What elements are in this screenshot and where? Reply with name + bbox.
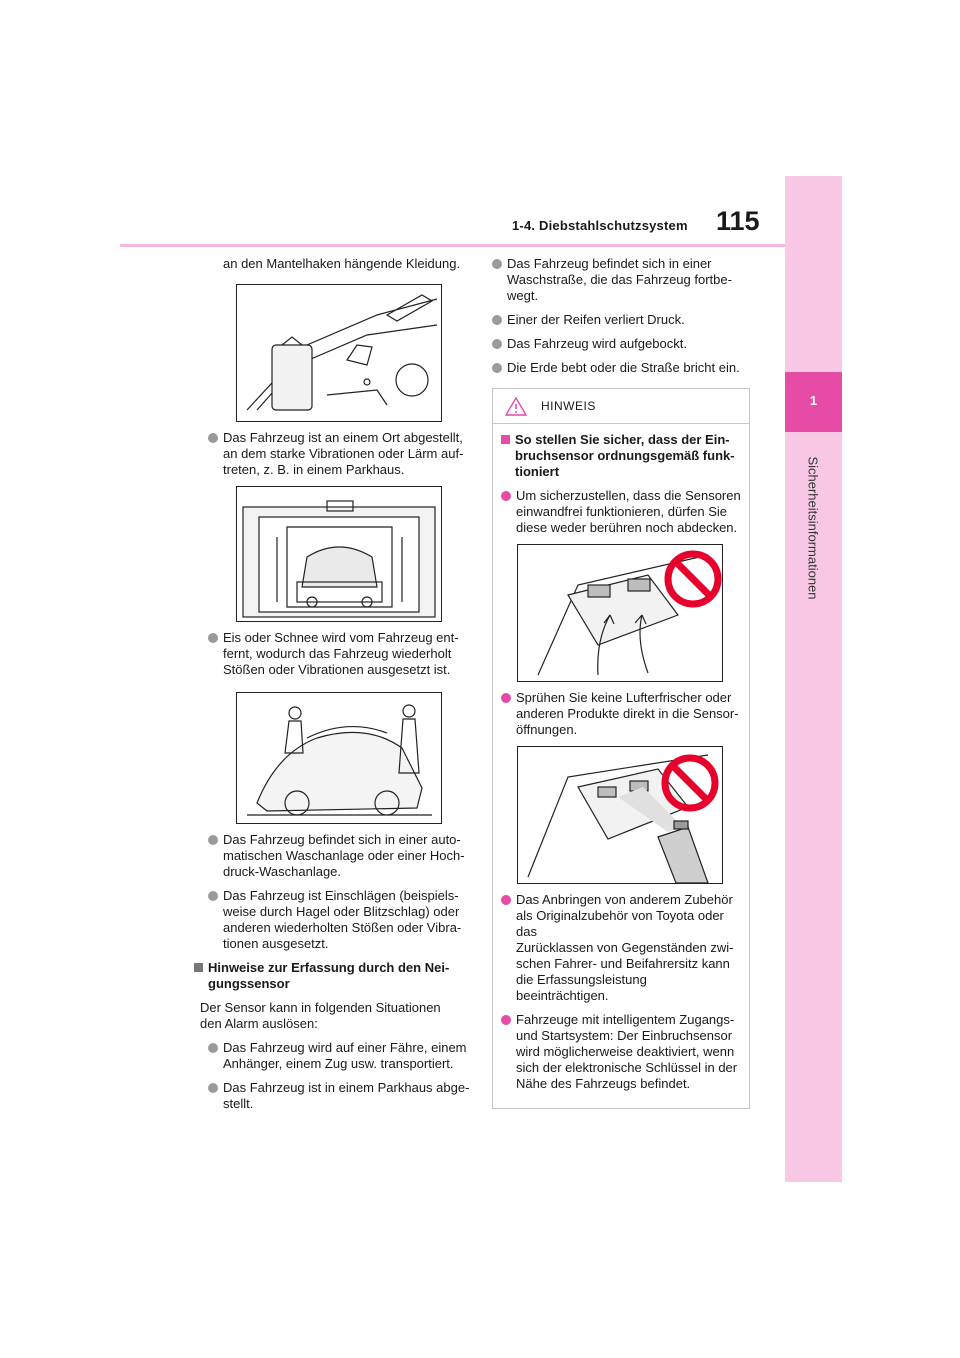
illustration-sensor-no-touch (517, 544, 723, 682)
line: matischen Waschanlage oder einer Hoch- (223, 848, 465, 863)
line: Eis oder Schnee wird vom Fahrzeug ent- (223, 630, 459, 645)
header-rule (120, 244, 785, 247)
line: Das Anbringen von anderem Zubehör (516, 892, 733, 907)
left-column (200, 256, 470, 1120)
line: Nähe des Fahrzeugs befindet. (516, 1076, 691, 1091)
line: tioniert (515, 464, 560, 479)
line: als Originalzubehör von Toyota oder das (516, 908, 724, 939)
chapter-number: 1 (809, 393, 818, 408)
note-box (492, 388, 750, 1109)
line: schen Fahrer- und Beifahrersitz kann (516, 956, 730, 971)
line: gungssensor (208, 976, 290, 991)
illustration-sensor-no-spray (517, 746, 723, 884)
note-heading (501, 432, 741, 480)
chapter-side-tab (785, 176, 842, 1182)
line: wegt. (507, 288, 539, 303)
line: stellt. (223, 1096, 254, 1111)
line: treten, z. B. in einem Parkhaus. (223, 462, 405, 477)
line: Das Fahrzeug wird auf einer Fähre, einem (223, 1040, 467, 1055)
bullet-ferry (208, 1040, 470, 1072)
line: bruchsensor ordnungsgemäß funk- (515, 448, 735, 463)
line: an dem starke Vibrationen oder Lärm auf- (223, 446, 464, 461)
line: wird möglicherweise deaktiviert, wenn (516, 1044, 735, 1059)
right-column (492, 256, 750, 1109)
chapter-label: Sicherheitsinformationen (805, 456, 821, 600)
bullet-earthquake: Die Erde bebt oder die Straße bricht ein. (492, 360, 750, 376)
note-header (493, 389, 749, 424)
tilt-sensor-text (200, 1000, 470, 1032)
illustration-coat-hanger (236, 284, 442, 422)
intro-text: an den Mantelhaken hängende Kleidung. (223, 256, 461, 271)
line: So stellen Sie sicher, dass der Ein- (515, 432, 730, 447)
bullet-carwash (208, 832, 470, 880)
warning-icon (505, 397, 527, 416)
line: Das Fahrzeug befindet sich in einer auto- (223, 832, 461, 847)
line: Anhänger, einem Zug usw. transportiert. (223, 1056, 454, 1071)
line: einwandfrei funktionieren, dürfen Sie (516, 504, 728, 519)
note-bullet-accessory (501, 892, 741, 1004)
illustration-car-wash (236, 486, 442, 622)
line: Waschstraße, die das Fahrzeug fortbe- (507, 272, 732, 287)
line: Das Fahrzeug ist Einschlägen (beispiels- (223, 888, 459, 903)
line: sich der elektronische Schlüssel in der (516, 1060, 738, 1075)
line: Fahrzeuge mit intelligentem Zugangs- (516, 1012, 735, 1027)
line: Das Fahrzeug ist in einem Parkhaus abge- (223, 1080, 470, 1095)
bullet-garage (208, 1080, 470, 1112)
line: diese weder berühren noch abdecken. (516, 520, 738, 535)
bullet-hail (208, 888, 470, 952)
bullet-washstreet (492, 256, 750, 304)
note-bullet-touch (501, 488, 741, 536)
line: weise durch Hagel oder Blitzschlag) oder (223, 904, 460, 919)
line: tionen ausgesetzt. (223, 936, 329, 951)
bullet-tire: Einer der Reifen verliert Druck. (492, 312, 750, 328)
line: druck-Waschanlage. (223, 864, 342, 879)
line: anderen Produkte direkt in die Sensor- (516, 706, 739, 721)
line: öffnungen. (516, 722, 578, 737)
bullet-jacked: Das Fahrzeug wird aufgebockt. (492, 336, 750, 352)
line: und Startsystem: Der Einbruchsensor (516, 1028, 733, 1043)
line: Hinweise zur Erfassung durch den Nei- (208, 960, 450, 975)
prohibition-icon (665, 758, 715, 808)
line: anderen wiederholten Stößen oder Vibra- (223, 920, 462, 935)
note-bullet-smartkey (501, 1012, 741, 1092)
line: fernt, wodurch das Fahrzeug wiederholt (223, 646, 452, 661)
line: Zurücklassen von Gegenständen zwi- (516, 940, 734, 955)
illustration-snow-removal (236, 692, 442, 824)
note-label: HINWEIS (541, 399, 596, 413)
bullet-snow (208, 630, 470, 678)
tilt-sensor-heading (194, 960, 470, 992)
line: Sprühen Sie keine Lufterfrischer oder (516, 690, 732, 705)
line: den Alarm auslösen: (200, 1016, 318, 1031)
page-number: 115 (716, 206, 760, 236)
line: Das Fahrzeug befindet sich in einer (507, 256, 712, 271)
note-bullet-spray (501, 690, 741, 738)
bullet-parked (208, 430, 470, 478)
line: Um sicherzustellen, dass die Sensoren (516, 488, 741, 503)
line: Stößen oder Vibrationen ausgesetzt ist. (223, 662, 451, 677)
prohibition-icon (668, 554, 718, 604)
line: die Erfassungsleistung beeinträchtigen. (516, 972, 647, 1003)
line: Der Sensor kann in folgenden Situationen (200, 1000, 441, 1015)
section-title: 1-4. Diebstahlschutzsystem (512, 218, 688, 233)
line: Das Fahrzeug ist an einem Ort abgestellt, (223, 430, 463, 445)
